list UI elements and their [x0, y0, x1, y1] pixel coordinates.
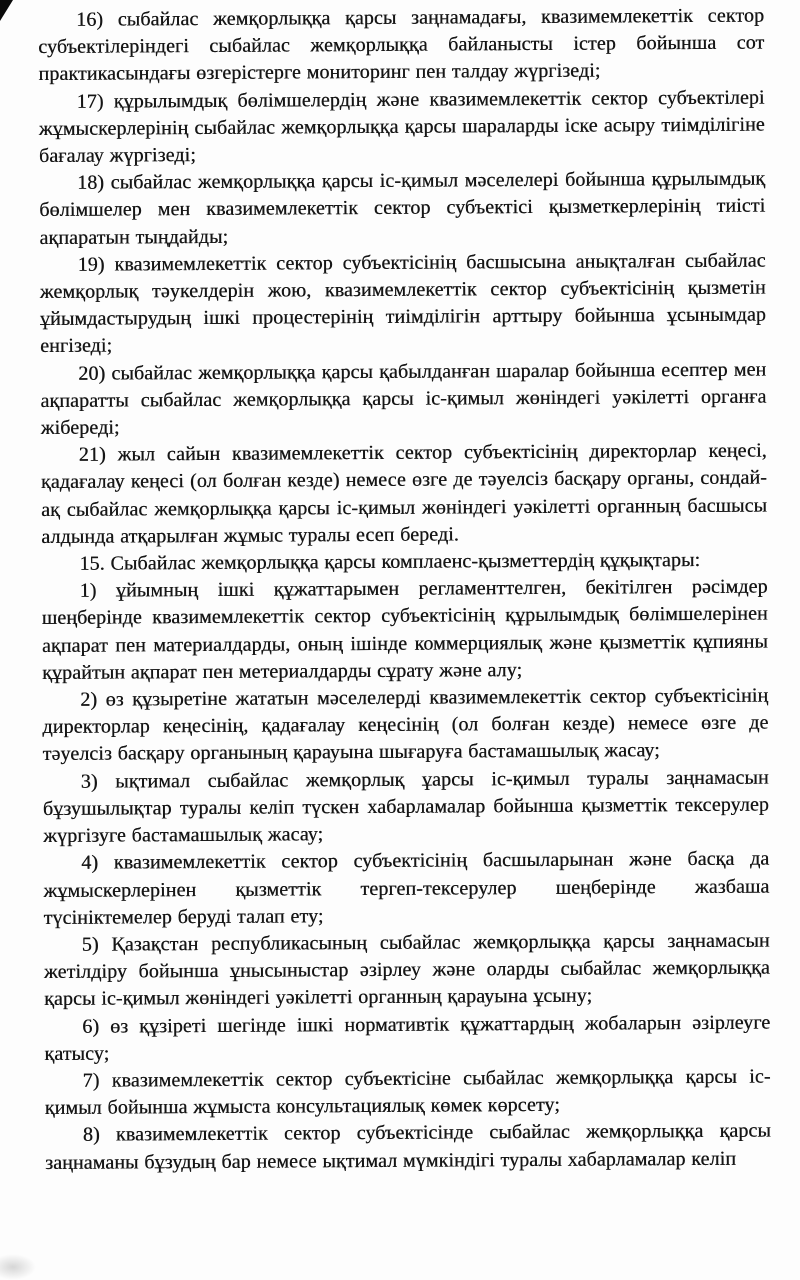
paragraph: 16) сыбайлас жемқорлыққа қарсы заңнамадағы, квазимемлекеттік сектор субъектілеріндегі сыбайлас жемқорлыққа байланысты істер бойынша сот практикасындағы өзгерістерге мониторинг пен талдау жүргізеді; — [38, 4, 765, 86]
paragraph: 3) ықтимал сыбайлас жемқорлық ұарсы іс-қимыл туралы заңнамасын бұзушылықтар туралы келіп түскен хабарламалар бойынша қызметтік тексерулер жүргізуге бастамашылық жасау; — [42, 766, 769, 848]
paragraph: 20) сыбайлас жемқорлыққа қарсы қабылданған шаралар бойынша есептер мен ақпаратты сыбайлас жемқорлыққа қарсы іс-қимыл жөніндегі уәкілетті органға жібереді; — [40, 358, 767, 440]
scan-corner-artifact — [0, 0, 13, 21]
paragraph: 1) ұйымның ішкі құжаттарымен регламенттелген, бекітілген рәсімдер шеңберінде квазимемлекеттік сектор субъектісінің құрылымдық бөлімшелерінен ақпарат пен материалдарды, оның ішінде коммерциялық және қызметтік құпияны құрайтын ақпарат пен метериалдарды сұрату және алу; — [41, 575, 768, 684]
paragraph: 5) Қазақстан республикасының сыбайлас жемқорлыққа қарсы заңнамасын жетілдіру бойынша ұнысыныстар әзірлеу және оларды сыбайлас жемқорлыққа қарсы іс-қимыл жөніндегі уәкілетті органның қарауына ұсыну; — [43, 929, 770, 1011]
paragraph: 18) сыбайлас жемқорлыққа қарсы іс-қимыл мәселелері бойынша құрылымдық бөлімшелер мен квазимемлекеттік сектор субъектісі қызметкерлерінің тиісті ақпаратын тыңдайды; — [39, 167, 766, 249]
paragraph: 21) жыл сайын квазимемлекеттік сектор субъектісінің директорлар кеңесі, қадағалау кеңесі (ол болған кезде) немесе өзге де тәуелсіз басқару органы, сондай-ақ сыбайлас жемқорлыққа қарсы іс-қимыл жөніндегі уәкілетті органның басшысы алдында атқарылған жұмыс туралы есеп береді. — [40, 439, 768, 548]
paragraph: 8) квазимемлекеттік сектор субъектісінде сыбайлас жемқорлыққа қарсы заңнаманы бұзудың бар немесе ықтимал мүмкіндігі туралы хабарламалар келіп — [44, 1119, 771, 1174]
paragraph: 2) өз құзыретіне жататын мәселелерді квазимемлекеттік сектор субъектісінің директорлар кеңесінің, қадағалау кеңесінің (ол болған кезде) немесе өзге де тәуелсіз басқару органының қарауына шығаруға бастамашылық жасау; — [42, 684, 769, 766]
paragraph: 4) квазимемлекеттік сектор субъектісінің басшыларынан және басқа да жұмыскерлерінен қызметтік тергеп-тексерулер шеңберінде жазбаша түсініктемелер беруді талап ету; — [43, 847, 770, 929]
paragraph: 6) өз құзіреті шегінде ішкі нормативтік құжаттардың жобаларын әзірлеуге қатысу; — [44, 1011, 771, 1065]
scan-smudge-artifact — [0, 1254, 36, 1280]
paragraph: 19) квазимемлекеттік сектор субъектісінің басшысына анықталған сыбайлас жемқорлық тәукелдерін жою, квазимемлекеттік сектор субъектісінің қызметін ұйымдастырудың ішкі процестерінің тиімділігін арттыру бойынша ұсынымдар енгізеді; — [39, 249, 766, 358]
paragraph: 15. Сыбайлас жемқорлыққа қарсы комплаенс-қызметтердің құқықтары: — [79, 549, 701, 575]
document-text — [38, 3, 771, 1177]
paragraph: 17) құрылымдық бөлімшелердің және квазимемлекеттік сектор субъектілері жұмыскерлерінің сыбайлас жемқорлыққа қарсы шараларды іске асыру тиімділігіне бағалау жүргізеді; — [38, 86, 765, 168]
paragraph: 7) квазимемлекеттік сектор субъектісіне сыбайлас жемқорлыққа қарсы іс-қимыл бойынша жұмыста консультациялық көмек көрсету; — [44, 1065, 771, 1120]
